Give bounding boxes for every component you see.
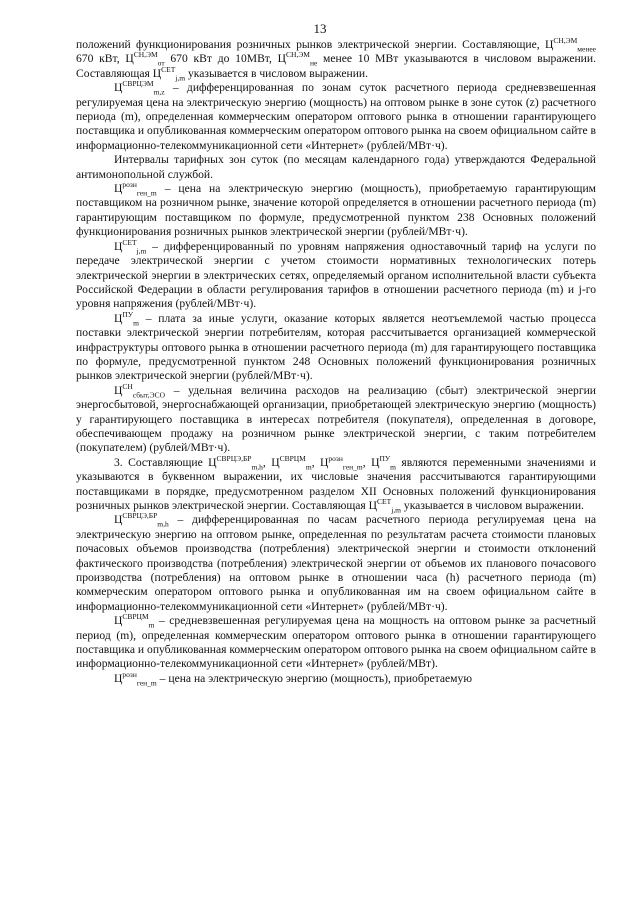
price-symbol: $Ц^{СН}_{сбыт,ЭСО}$ (114, 381, 166, 400)
paragraph-9: $Ц^{СВРЦЭ,БР}_{m,h}$ – дифференцированная по часам расчетного периода регулируемая цена на электрическую энергию на оптовом рынке, определенная по результатам расчета стоимости плановых почасовых объемов производства (потребления) электрической энергии и стоимости отклонений фактического производства (потребления) электрической энергии от объемов их планового почасового производства (потребления) на оптовом рынке в отношении часа (h) расчетного периода (m) коммерческим оператором оптового рынка и опубликованная им на своем официальном сайте в информационно-телекоммуникационной сети «Интернет» (рублей/МВт·ч). (76, 511, 596, 613)
page-number: 13 (313, 21, 327, 36)
price-symbol: $Ц^{СВРЦЭ,БР}_{m,h}$ (208, 453, 263, 472)
paragraph-4: $Ц^{розн}_{ген\_m}$ – цена на электрическую энергию (мощность), приобретаемую гарантирующим поставщиком на розничном рынке, значение которой определяется в отношении расчетного периода (m) гарантирующим поставщиком по формуле, предусмотренной пунктом 238 Основных положений функционирования розничных рынков электрической энергии (рублей/МВт·ч). (76, 180, 596, 239)
price-symbol: $Ц^{СЕТ}_{j,m}$ (114, 237, 147, 255)
price-symbol: $Ц^{розн}_{ген\_m}$ (114, 670, 157, 688)
paragraph-11: $Ц^{розн}_{ген\_m}$ – цена на электрическую энергию (мощность), приобретаемую (114, 670, 472, 688)
price-symbol: $Ц^{розн}_{ген\_m}$ (114, 180, 157, 198)
paragraph-8: 3. Составляющие $Ц^{СВРЦЭ,БР}_{m,h}$, $Ц^{СВРЦМ}_m$, $Ц^{розн}_{ген\_m}$, $Ц^{ПУ}_m$ являются переменными значениями и указываются в буквенном выражении, их числовые значения рассчитываются гарантирующими поставщиками в порядке, предусмотренном разделом XII Основных положений функционирования розничных рынков электрической энергии. Составляющая $Ц^{СЕТ}_{j,m}$ указывается в числовом выражении. (76, 453, 596, 515)
price-symbol: $Ц^{СН,ЭМ}_{от}$ (125, 50, 165, 68)
paragraph-6: $Ц^{ПУ}_m$ – плата за иные услуги, оказание которых является неотъемлемой частью процесса поставки электрической энергии потребителям, которая рассчитывается организацией коммерческой инфраструктуры оптового рынка в отношении расчетного периода (m) для гарантирующего поставщика по формуле, предусмотренной пунктом 248 Основных положений функционирования розничных рынков электрической энергии (рублей/МВт·ч). (76, 309, 596, 383)
paragraph-1: положений функционирования розничных рынков электрической энергии. Составляющие, $Ц^{СН,ЭМ}_{менее}$ 670 кВт, $Ц^{СН,ЭМ}_{от}$ 670 кВт до 10МВт, $Ц^{СН,ЭМ}_{не}$ менее 10 МВт указываются в числовом выражении. Составляющая $Ц^{СЕТ}_{j,m}$ указывается в числовом выражении. (76, 36, 596, 83)
paragraph-7: $Ц^{СН}_{сбыт,ЭСО}$ – удельная величина расходов на реализацию (сбыт) электрической энергии энергосбытовой, энергоснабжающей организации, приобретающей электрическую энергию (мощность) у гарантирующего поставщика в интересах потребителя (покупателя), определенная в договоре, обеспечивающем продажу на розничном рынке электрической энергии, с таким потребителем (покупателем) (рублей/МВт·ч). (76, 381, 596, 455)
paragraph-2: $Ц^{СВРЦЭМ}_{m,z}$ – дифференцированная по зонам суток расчетного периода средневзвешенная регулируемая цена на электрическую энергию (мощность) на оптовом рынке в зоне суток (z) расчетного периода (m), определенная коммерческим оператором оптового рынка в отношении гарантирующего поставщика и опубликованная коммерческим оператором оптового рынка на своем официальном сайте в информационно-телекоммуникационной сети «Интернет» (рублей/МВт·ч). (76, 79, 596, 152)
price-symbol: $Ц^{СЕТ}_{j,m}$ (152, 64, 186, 83)
price-symbol: $Ц^{СЕТ}_{j,m}$ (368, 497, 402, 515)
price-symbol: $Ц^{СН,ЭМ}_{менее}$ (544, 36, 596, 54)
paragraph-10: $Ц^{СВРЦМ}_m$ – средневзвешенная регулируемая цена на мощность на оптовом рынке за расчетный период (m), определенная коммерческим оператором оптового рынка в отношении гарантирующего поставщика и опубликованная коммерческим оператором оптового рынка на своем официальном сайте в информационно-телекоммуникационной сети «Интернет» (рублей/МВт). (76, 612, 596, 671)
price-symbol: $Ц^{ПУ}_m$ (371, 453, 397, 472)
document-body (76, 38, 596, 686)
paragraph-3: Интервалы тарифных зон суток (по месяцам календарного года) утверждаются Федеральной антимонопольной службой. (76, 153, 596, 181)
price-symbol: $Ц^{СВРЦМ}_m$ (271, 453, 312, 472)
price-symbol: $Ц^{ПУ}_m$ (114, 309, 139, 328)
price-symbol: $Ц^{СН,ЭМ}_{не}$ (277, 50, 318, 68)
price-symbol: $Ц^{розн}_{ген\_m}$ (320, 453, 363, 472)
price-symbol: $Ц^{СВРЦЭМ}_{m,z}$ (114, 79, 165, 97)
paragraph-5: $Ц^{СЕТ}_{j,m}$ – дифференцированный по уровням напряжения одноставочный тариф на услуги по передаче электрической энергии с учетом стоимости нормативных технологических потерь электрической энергии в электрических сетях, определяемый органом исполнительной власти субъекта Российской Федерации в области регулирования тарифов в отношении расчетного периода (m) и j-го уровня напряжения (рублей/МВт·ч). (76, 237, 596, 311)
price-symbol: $Ц^{СВРЦЭ,БР}_{m,h}$ (114, 511, 169, 529)
price-symbol: $Ц^{СВРЦМ}_m$ (114, 612, 155, 630)
